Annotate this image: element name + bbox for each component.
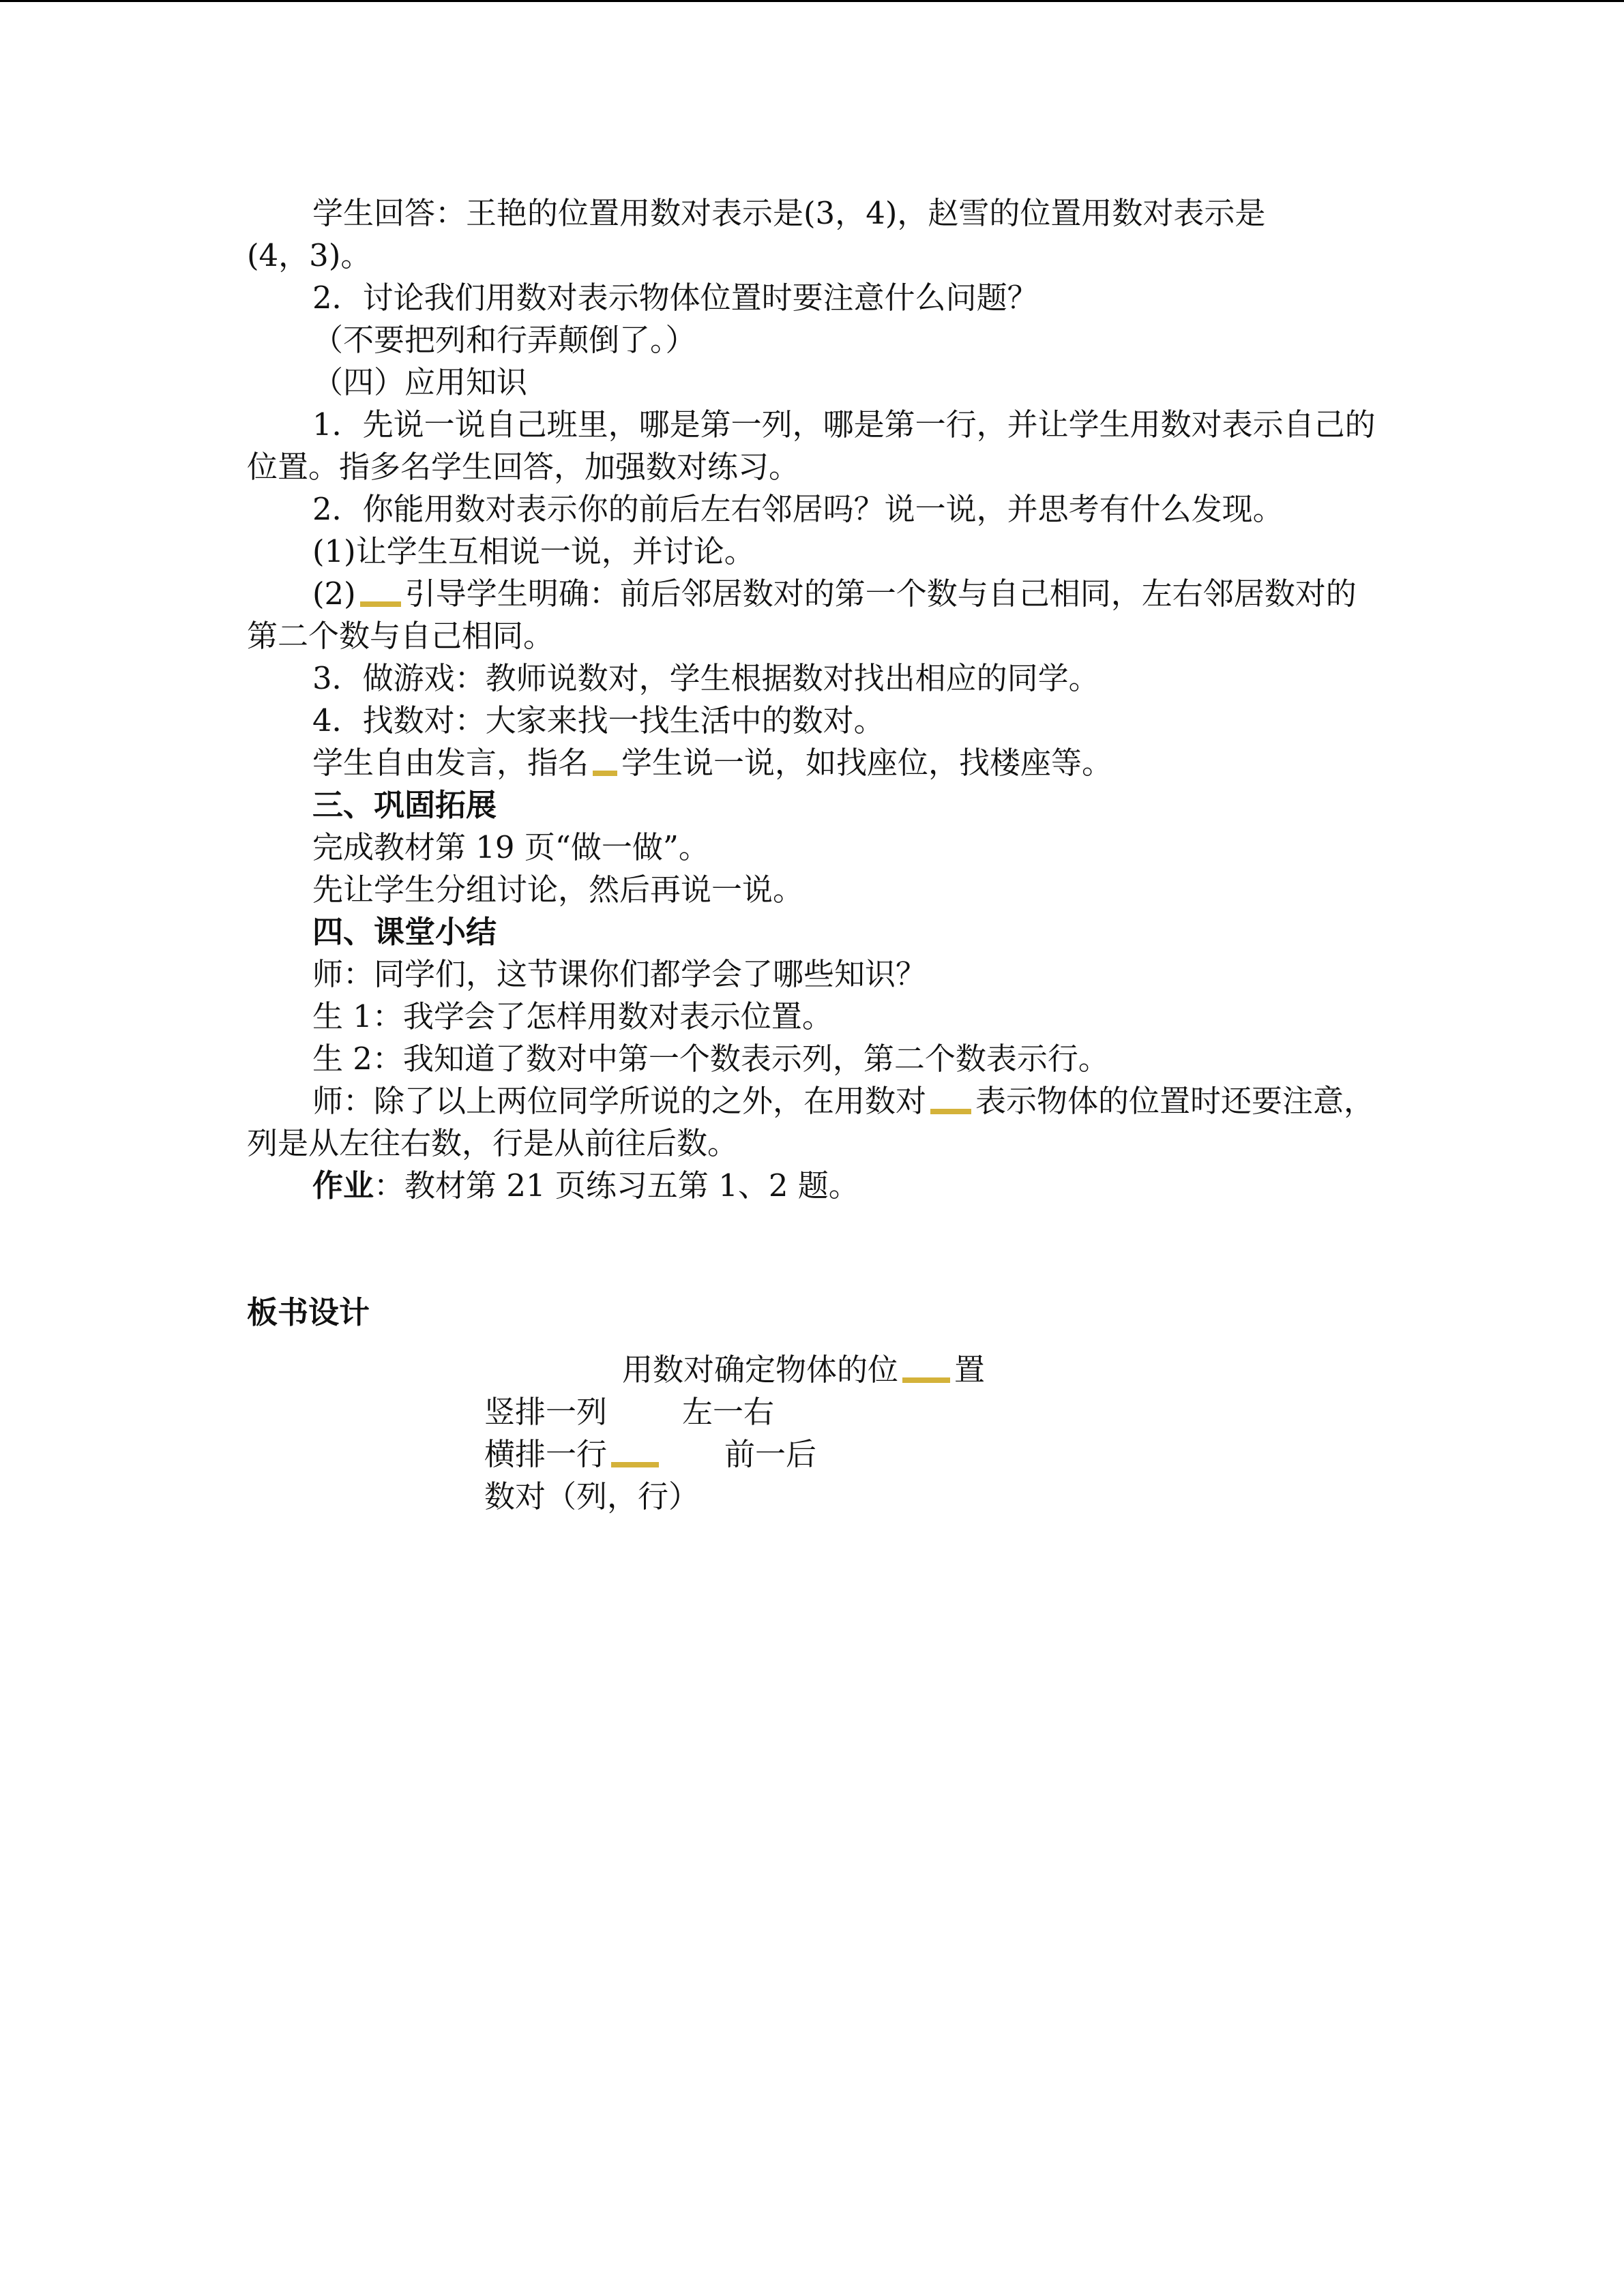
text-line: 左一右	[682, 1394, 775, 1430]
board-row-1	[484, 1387, 774, 1431]
text-line: 学生自由发言，指名	[312, 745, 589, 781]
sub-number: (2)	[312, 576, 356, 612]
text-line: 学生回答：王艳的位置用数对表示是(3，4)，赵雪的位置用数对表示是	[312, 195, 1266, 231]
paragraph-free-speech	[247, 742, 1379, 784]
paragraph-note: （不要把列和行弄颠倒了。）	[312, 322, 696, 358]
paragraph-student-answer-cont	[247, 235, 1379, 277]
text-line: 用数对确定物体的位	[622, 1352, 899, 1388]
text-line: 表示物体的位置时还要注意，列是从左往右数，行是从前往后数。	[247, 1083, 1375, 1161]
text-line: 竖排一列	[484, 1394, 608, 1430]
lesson-body	[247, 192, 1379, 1334]
highlight-mark	[902, 1377, 950, 1383]
board-row-2	[484, 1429, 816, 1474]
paragraph-textbook: 完成教材第 19 页“做一做”。	[312, 829, 709, 865]
paragraph-homework	[247, 1165, 1379, 1207]
heading-consolidate: 三、巩固拓展	[312, 787, 497, 823]
section-apply-knowledge: （四）应用知识	[312, 364, 528, 400]
text-line: 前一后	[724, 1436, 817, 1472]
paragraph-group-discuss: 先让学生分组讨论，然后再说一说。	[312, 871, 804, 908]
highlight-mark	[930, 1109, 971, 1114]
highlight-mark	[360, 601, 401, 607]
paragraph-teacher-q: 师：同学们，这节课你们都学会了哪些知识？	[312, 956, 927, 992]
homework-label: 作业	[312, 1167, 374, 1204]
spacer	[247, 1207, 1379, 1292]
paragraph-item-3: 3．做游戏：教师说数对，学生根据数对找出相应的同学。	[312, 660, 1099, 696]
board-title	[622, 1345, 985, 1389]
paragraph-item-1: 1．先说一说自己班里，哪是第一列，哪是第一行，并让学生用数对表示自己的位置。指多名学生回答，加强数对练习。	[247, 406, 1376, 485]
highlight-mark	[611, 1462, 659, 1467]
paragraph-sub-2	[247, 573, 1379, 657]
highlight-mark	[593, 771, 617, 776]
heading-summary: 四、课堂小结	[312, 914, 497, 950]
page-top-border	[0, 0, 1624, 2]
text-line: (4，3)。	[247, 237, 372, 273]
board-row-3: 数对（列，行）	[484, 1478, 700, 1515]
paragraph-teacher-note	[247, 1080, 1379, 1165]
text-line: ：教材第 21 页练习五第 1、2 题。	[374, 1167, 859, 1204]
heading-board-design: 板书设计	[247, 1294, 370, 1330]
paragraph-student-answer	[247, 192, 1379, 235]
text-line: 置	[954, 1352, 986, 1388]
paragraph-student-1: 生 1：我学会了怎样用数对表示位置。	[312, 998, 833, 1034]
text-line: 引导学生明确：前后邻居数对的第一个数与自己相同，左右邻居数对的第二个数与自己相同。	[247, 576, 1357, 654]
text-line: 学生说一说，如找座位，找楼座等。	[621, 745, 1113, 781]
paragraph-item-4: 4．找数对：大家来找一找生活中的数对。	[312, 702, 885, 739]
paragraph-student-2: 生 2：我知道了数对中第一个数表示列，第二个数表示行。	[312, 1041, 1109, 1077]
text-line: 横排一行	[484, 1436, 608, 1472]
paragraph-item-2: 2．你能用数对表示你的前后左右邻居吗？说一说，并思考有什么发现。	[312, 491, 1284, 527]
paragraph-discussion: 2．讨论我们用数对表示物体位置时要注意什么问题？	[312, 280, 1038, 316]
paragraph-sub-1: (1)让学生互相说一说，并讨论。	[312, 533, 755, 569]
text-line: 师：除了以上两位同学所说的之外，在用数对	[312, 1083, 927, 1119]
